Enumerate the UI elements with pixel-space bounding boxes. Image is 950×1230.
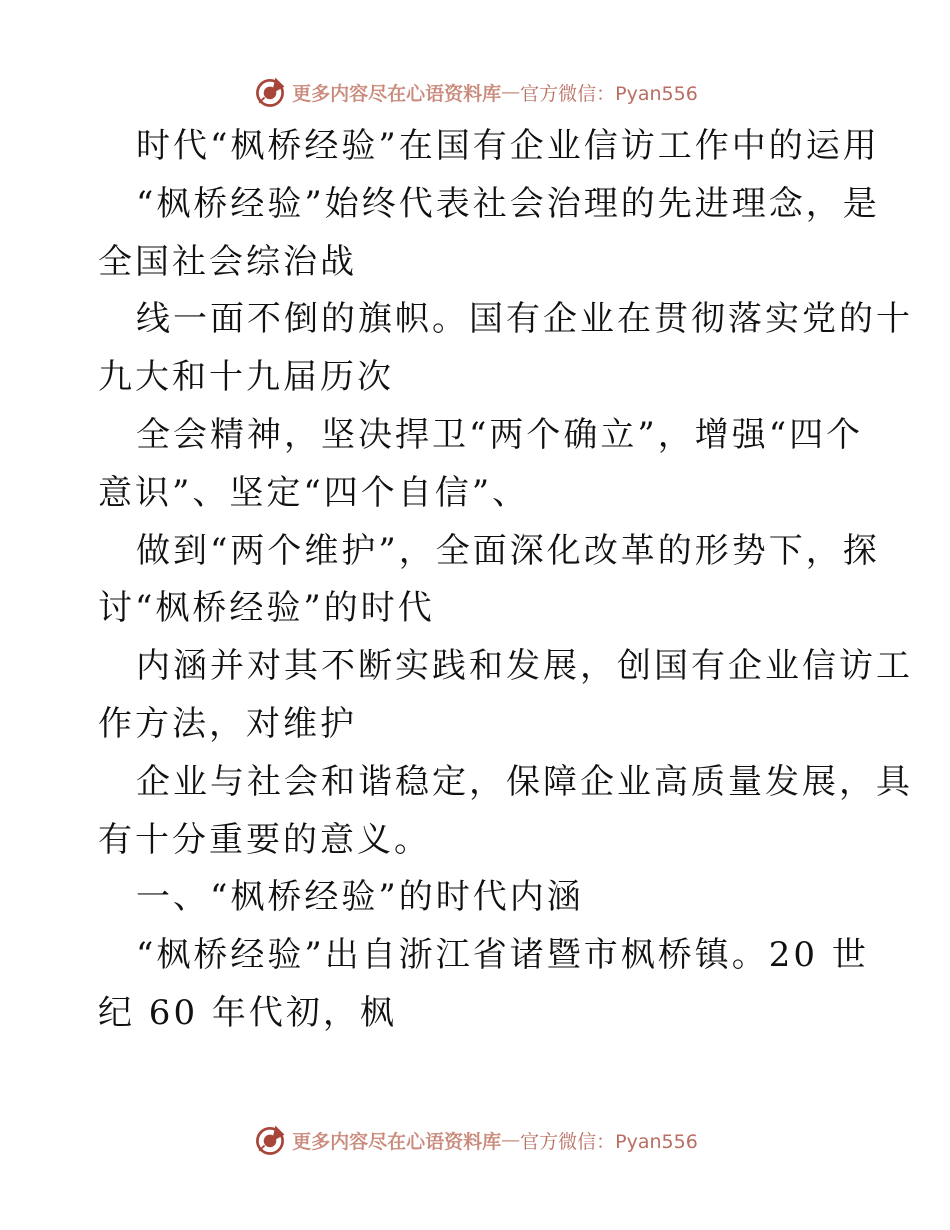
paragraph-line: 讨“枫桥经验”的时代	[98, 588, 435, 629]
paragraph-line: 作方法，对维护	[98, 703, 357, 744]
watermark-contact: 官方微信：Pyan556	[520, 1130, 698, 1153]
pen-logo-icon	[252, 74, 288, 110]
paragraph-line: “枫桥经验”始终代表社会治理的先进理念，是	[136, 183, 880, 224]
watermark-title: 更多内容尽在心语资料库	[292, 82, 502, 105]
paragraph-line: 全会精神，坚决捍卫“两个确立”，增强“四个	[136, 414, 864, 455]
paragraph-line: 做到“两个维护”，全面深化改革的形势下，探	[136, 530, 880, 571]
paragraph-line: 内涵并对其不断实践和发展，创国有企业信访工	[136, 646, 913, 687]
paragraph-line: 全国社会综治战	[98, 241, 357, 282]
section-heading: 一、“枫桥经验”的时代内涵	[136, 877, 584, 918]
footer-watermark	[0, 1120, 950, 1160]
paragraph-line: 有十分重要的意义。	[98, 819, 431, 860]
paragraph-line: 企业与社会和谐稳定，保障企业高质量发展，具	[136, 761, 913, 802]
paragraph-line: 九大和十九届历次	[98, 357, 394, 398]
header-watermark	[0, 72, 950, 112]
watermark-title: 更多内容尽在心语资料库	[292, 1130, 502, 1153]
document-body	[98, 118, 913, 1043]
document-title: 时代“枫桥经验”在国有企业信访工作中的运用	[136, 126, 880, 166]
paragraph-line: 意识”、坚定“四个自信”、	[98, 472, 530, 513]
paragraph-line: 线一面不倒的旗帜。国有企业在贯彻落实党的十	[136, 299, 913, 340]
watermark-contact: 官方微信：Pyan556	[520, 82, 698, 105]
paragraph-line: “枫桥经验”出自浙江省诸暨市枫桥镇。20 世	[136, 935, 869, 976]
watermark-dash: —	[501, 1129, 521, 1151]
watermark-dash: —	[501, 81, 521, 103]
paragraph-line: 纪 60 年代初，枫	[98, 992, 397, 1033]
pen-logo-icon	[252, 1122, 288, 1158]
